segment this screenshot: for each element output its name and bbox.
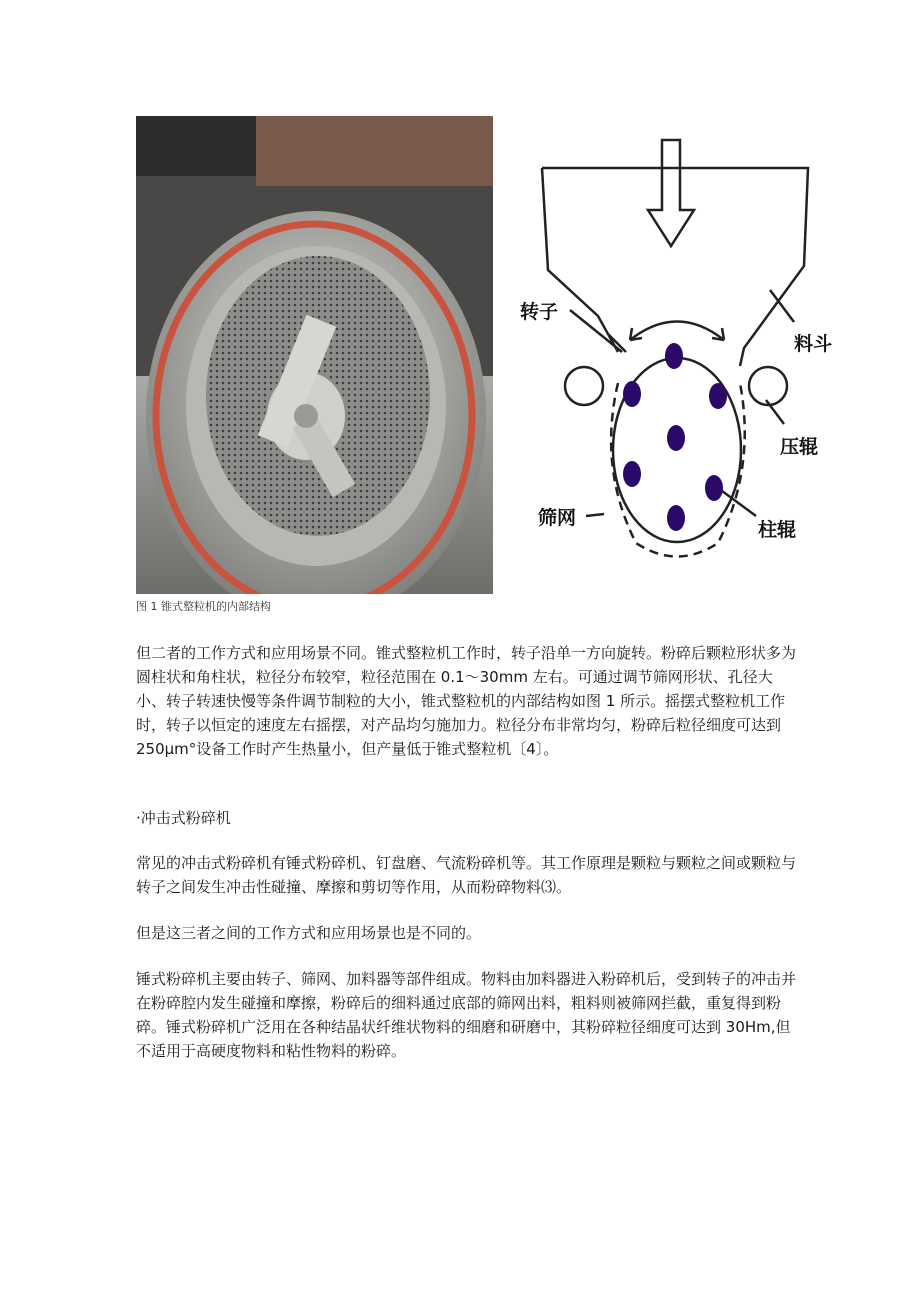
paragraph-impact-mill-types: 常见的冲击式粉碎机有锤式粉碎机、钉盘磨、气流粉碎机等。其工作原理是颗粒与颗粒之间或颗粒与转子之间发生冲击性碰撞、摩擦和剪切等作用，从而粉碎物料⑶。 [136, 854, 797, 896]
conical-mill-diagram [518, 138, 846, 578]
section-heading-impact-mill: ·冲击式粉碎机 [136, 809, 231, 827]
paragraph-hammer-mill: 锤式粉碎机主要由转子、筛网、加料器等部件组成。物料由加料器进入粉碎机后，受到转子的冲击并在粉碎腔内发生碰撞和摩擦，粉碎后的细料通过底部的筛网出料，粗料则被筛网拦截，重复得到粉碎。锤式粉碎机广泛用在各种结晶状纤维状物料的细磨和研磨中，其粉碎粒径细度可达到 30Hm,但不适用于高硬度物料和粘性物料的粉碎。 [136, 970, 797, 1060]
label-press-roller: 压辊 [780, 436, 819, 458]
label-screen: 筛网 [538, 507, 577, 529]
figure-1 [136, 116, 846, 594]
label-rotor: 转子 [520, 301, 559, 323]
conical-mill-photo [136, 116, 493, 594]
figure-caption: 图 1 锥式整粒机的内部结构 [136, 600, 271, 613]
paragraph-conical-vs-oscillating: 但二者的工作方式和应用场景不同。锥式整粒机工作时，转子沿单一方向旋转。粉碎后颗粒形状多为圆柱状和角柱状，粒径分布较窄，粒径范围在 0.1～30mm 左右。可通过调节筛网形状、孔径大小、转子转速快慢等条件调节制粒的大小，锥式整粒机的内部结构如图 1 所示。摇摆式整粒机工作时，转子以恒定的速度左右摇摆，对产品均匀施加力。粒径分布非常均匀，粉碎后粒径细度可达到 250μm°设备工作时产生热量小，但产量低于锥式整粒机〔4〕。 [136, 644, 797, 758]
label-hopper: 料斗 [794, 333, 833, 355]
label-column-roller: 柱辊 [758, 519, 797, 541]
paragraph-differences: 但是这三者之间的工作方式和应用场景也是不同的。 [136, 924, 482, 942]
